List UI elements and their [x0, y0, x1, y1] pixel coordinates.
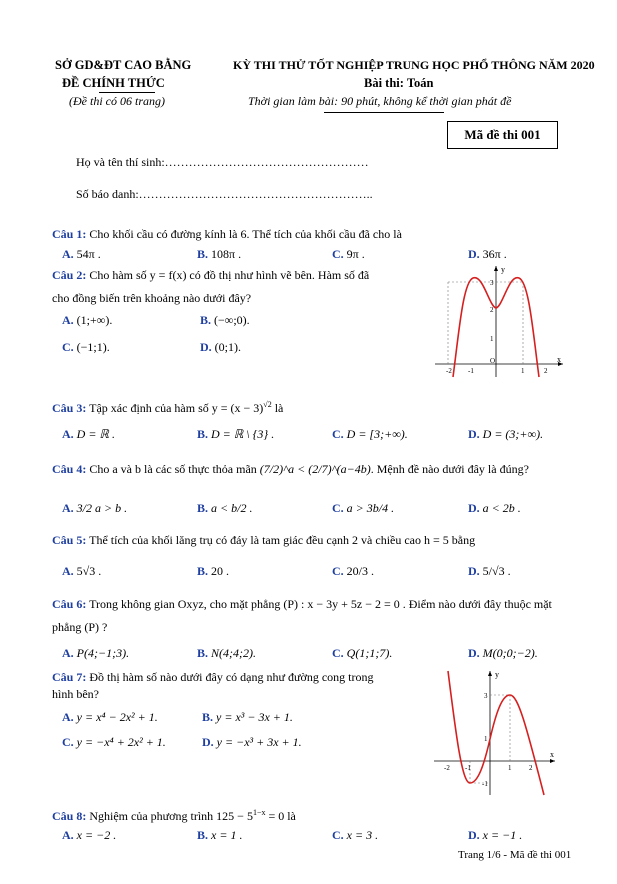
question-6-line-2: phẳng (P) ? — [52, 620, 108, 634]
q4-option-d[interactable]: D. a < 2b . — [468, 501, 521, 515]
question-text: Cho khối cầu có đường kính là 6. Thể tích của khối cầu đã cho là — [89, 227, 402, 241]
q6-option-d[interactable]: D. M(0;0;−2). — [468, 646, 538, 660]
q2-option-b[interactable]: B. (−∞;0). — [200, 313, 250, 327]
q7-option-b[interactable]: B. y = x³ − 3x + 1. — [202, 710, 293, 724]
q5-option-b[interactable]: B. 20 . — [197, 564, 230, 578]
exam-code: Mã đề thi 001 — [464, 127, 541, 142]
question-7-line-2: hình bên? — [52, 687, 99, 701]
q1-option-d[interactable]: D. 36π . — [468, 247, 507, 261]
question-label: Câu 3: — [52, 401, 87, 415]
question-1 — [52, 227, 402, 242]
student-name-field: Họ và tên thí sinh:…………………………………………… — [76, 155, 369, 169]
q2-option-d[interactable]: D. (0;1). — [200, 340, 241, 354]
question-text: Nghiệm của phương trình 125 − 5 — [89, 809, 253, 823]
origin-label: O — [490, 357, 496, 365]
q7-graph — [432, 665, 562, 797]
question-label: Câu 8: — [52, 809, 87, 823]
x-axis-arrow — [550, 759, 555, 763]
y-label: y — [501, 265, 505, 274]
tick-y3: 3 — [490, 279, 494, 287]
tick-neg1: -1 — [465, 764, 471, 772]
tick-1: 1 — [521, 367, 525, 375]
tick-y3: 3 — [484, 692, 488, 700]
y-axis-arrow — [488, 671, 492, 676]
tick-y1: 1 — [484, 735, 488, 743]
question-text: Cho a và b là các số thực thỏa mãn — [89, 462, 257, 476]
question-label: Câu 5: — [52, 533, 87, 547]
student-id-field: Số báo danh:………………………………………………….. — [76, 187, 373, 201]
q1-option-a[interactable]: A. 54π . — [62, 247, 101, 261]
curve — [448, 671, 544, 795]
question-8 — [52, 808, 296, 824]
question-text: Cho hàm số y = f(x) có đồ thị như hình vẽ bên. Hàm số đã — [89, 268, 370, 282]
q2-graph — [435, 262, 567, 380]
q7-option-a[interactable]: A. y = x⁴ − 2x² + 1. — [62, 710, 158, 724]
header-underline — [324, 112, 444, 113]
exponent: 1−x — [252, 808, 266, 817]
question-text: Tập xác định của hàm số y = (x − 3) — [89, 401, 264, 415]
q3-option-b[interactable]: B. D = ℝ \ {3} . — [197, 427, 275, 441]
x-label: x — [557, 355, 561, 364]
tick-2: 2 — [544, 367, 548, 375]
q4-option-c[interactable]: C. a > 3b/4 . — [332, 501, 395, 515]
question-text-end: = 0 là — [265, 809, 296, 823]
question-label: Câu 6: — [52, 597, 87, 611]
question-4 — [52, 462, 529, 477]
q6-option-a[interactable]: A. P(4;−1;3). — [62, 646, 130, 660]
question-label: Câu 7: — [52, 670, 87, 684]
q4-option-b[interactable]: B. a < b/2 . — [197, 501, 253, 515]
q7-option-d[interactable]: D. y = −x³ + 3x + 1. — [202, 735, 302, 749]
question-text: Thể tích của khối lăng trụ có đáy là tam giác đều cạnh 2 và chiều cao h = 5 bằng — [89, 533, 476, 547]
tick-neg2: -2 — [444, 764, 450, 772]
question-3 — [52, 400, 283, 416]
official-label: ĐỀ CHÍNH THỨC — [62, 76, 165, 90]
q1-option-b[interactable]: B. 108π . — [197, 247, 242, 261]
question-text: Đồ thị hàm số nào dưới đây có dạng như đường cong trong — [89, 670, 374, 684]
q8-option-a[interactable]: A. x = −2 . — [62, 828, 117, 842]
q5-option-a[interactable]: A. 5√3 . — [62, 564, 102, 578]
question-7 — [52, 670, 374, 685]
question-text: Trong không gian Oxyz, cho mặt phẳng (P) : x − 3y + 5z − 2 = 0 . Điểm nào dưới đây thuộc mặt — [89, 597, 552, 611]
subject: Bài thi: Toán — [364, 76, 434, 90]
question-text-end: . Mệnh đề nào dưới đây là đúng? — [370, 462, 529, 476]
x-label: x — [550, 750, 554, 759]
page-footer: Trang 1/6 - Mã đề thi 001 — [458, 849, 572, 861]
q5-option-c[interactable]: C. 20/3 . — [332, 564, 375, 578]
q6-option-b[interactable]: B. N(4;4;2). — [197, 646, 257, 660]
q2-option-a[interactable]: A. (1;+∞). — [62, 313, 113, 327]
question-6 — [52, 597, 552, 612]
question-2-line-2: cho đồng biến trên khoảng nào dưới đây? — [52, 291, 252, 305]
q3-option-a[interactable]: A. D = ℝ . — [62, 427, 115, 441]
q4-option-a[interactable]: A. 3/2 a > b . — [62, 501, 128, 515]
department-name: SỞ GD&ĐT CAO BẰNG — [55, 58, 192, 72]
y-axis-arrow — [494, 266, 498, 271]
tick-2: 2 — [529, 764, 533, 772]
question-label: Câu 4: — [52, 462, 87, 476]
question-5 — [52, 533, 475, 548]
tick-neg1: -1 — [468, 367, 474, 375]
exam-title: KỲ THI THỬ TỐT NGHIỆP TRUNG HỌC PHỔ THÔNG NĂM 2020 — [233, 58, 595, 72]
tick-y1: 1 — [490, 335, 494, 343]
q1-option-c[interactable]: C. 9π . — [332, 247, 365, 261]
exam-code-box — [447, 121, 558, 149]
q6-option-c[interactable]: C. Q(1;1;7). — [332, 646, 393, 660]
question-label: Câu 1: — [52, 227, 87, 241]
question-label: Câu 2: — [52, 268, 87, 282]
inequality: (7/2)^a < (2/7)^(a−4b) — [259, 462, 371, 476]
pages-note: (Đề thi có 06 trang) — [69, 94, 165, 108]
q3-option-c[interactable]: C. D = [3;+∞). — [332, 427, 408, 441]
q8-option-b[interactable]: B. x = 1 . — [197, 828, 243, 842]
tick-1: 1 — [508, 764, 512, 772]
q5-option-d[interactable]: D. 5/√3 . — [468, 564, 511, 578]
question-text-end: là — [271, 401, 284, 415]
tick-neg2: -2 — [446, 367, 452, 375]
tick-y-neg1: -1 — [482, 780, 488, 788]
q2-option-c[interactable]: C. (−1;1). — [62, 340, 110, 354]
exponent: √2 — [263, 400, 272, 409]
question-2 — [52, 268, 369, 283]
tick-y2: 2 — [490, 306, 494, 314]
official-underline — [99, 92, 155, 93]
y-label: y — [495, 670, 499, 679]
q8-option-d[interactable]: D. x = −1 . — [468, 828, 523, 842]
time-note: Thời gian làm bài: 90 phút, không kể thời gian phát đề — [248, 94, 512, 108]
q3-option-d[interactable]: D. D = (3;+∞). — [468, 427, 544, 441]
q7-option-c[interactable]: C. y = −x⁴ + 2x² + 1. — [62, 735, 166, 749]
q8-option-c[interactable]: C. x = 3 . — [332, 828, 379, 842]
